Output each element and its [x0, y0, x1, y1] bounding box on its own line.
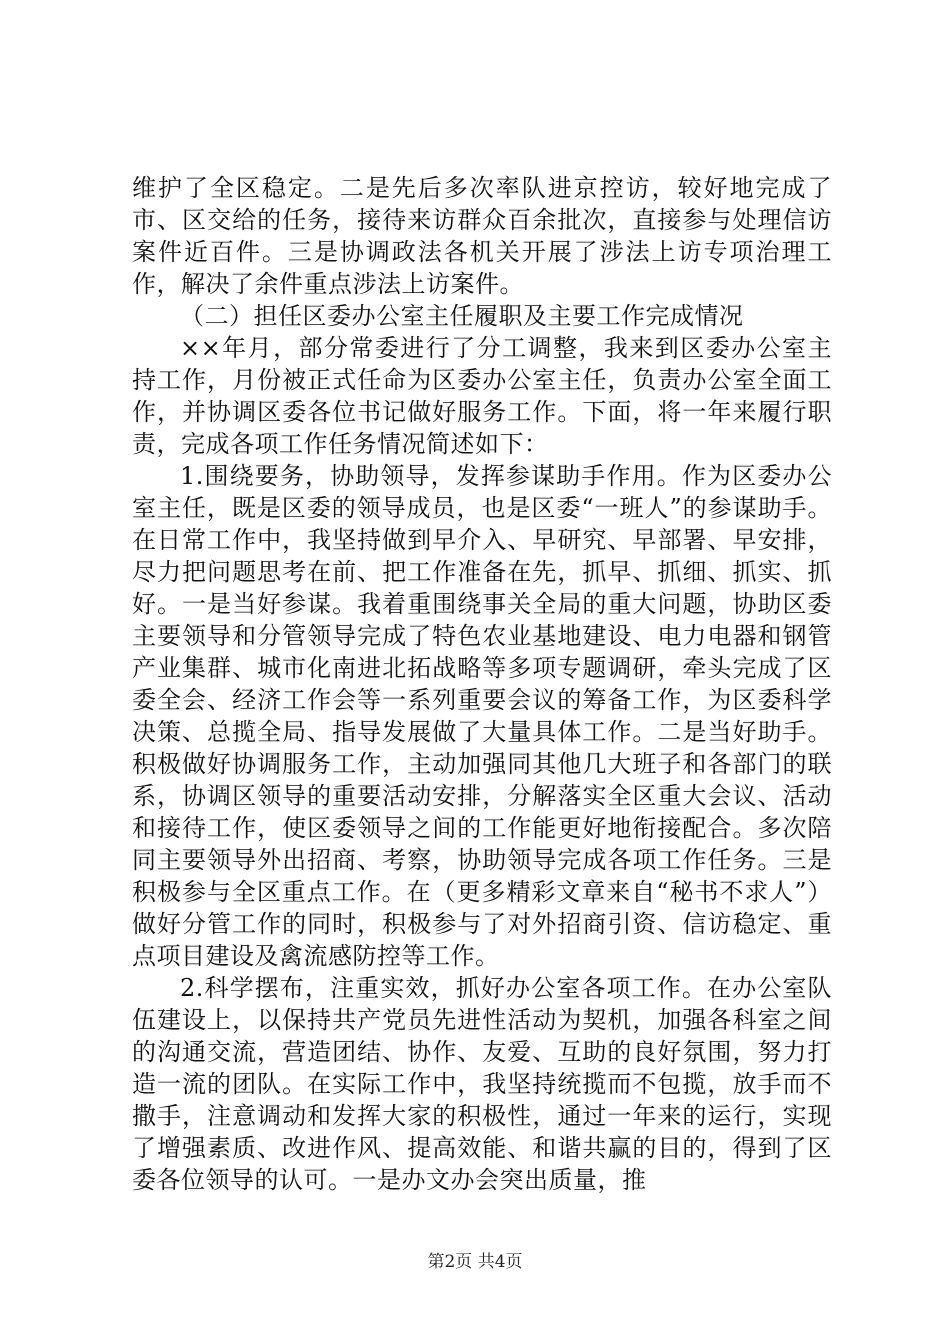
paragraph-continued: 维护了全区稳定。二是先后多次率队进京控访，较好地完成了市、区交给的任务，接待来访群众百余批次，直接参与处理信访案件近百件。三是协调政法各机关开展了涉法上访专项治理工作，解决了余件重点涉法上访案件。 [132, 174, 832, 298]
paragraph: ××年月，部分常委进行了分工调整，我来到区委办公室主持工作，月份被正式任命为区委办公室主任，负责办公室全面工作，并协调区委各位书记做好服务工作。下面，将一年来履行职责，完成各项工作任务情况简述如下： [132, 334, 832, 458]
document-body [132, 172, 832, 1196]
paragraph: 2.科学摆布，注重实效，抓好办公室各项工作。在办公室队伍建设上，以保持共产党员先进性活动为契机，加强各科室之间的沟通交流，营造团结、协作、友爱、互助的良好氛围，努力打造一流的团队。在实际工作中，我坚持统揽而不包揽，放手而不撒手，注意调动和发挥大家的积极性，通过一年来的运行，实现了增强素质、改进作风、提高效能、和谐共赢的目的，得到了区委各位领导的认可。一是办文办会突出质量，推 [132, 974, 832, 1194]
section-heading: （二）担任区委办公室主任履职及主要工作完成情况 [180, 302, 744, 330]
paragraph: 1.围绕要务，协助领导，发挥参谋助手作用。作为区委办公室主任，既是区委的领导成员，也是区委“一班人”的参谋助手。在日常工作中，我坚持做到早介入、早研究、早部署、早安排，尽力把问题思考在前、把工作准备在先，抓早、抓细、抓实、抓好。一是当好参谋。我着重围绕事关全局的重大问题，协助区委主要领导和分管领导完成了特色农业基地建设、电力电器和钢管产业集群、城市化南进北拓战略等多项专题调研，牵头完成了区委全会、经济工作会等一系列重要会议的筹备工作，为区委科学决策、总揽全局、指导发展做了大量具体工作。二是当好助手。积极做好协调服务工作，主动加强同其他几大班子和各部门的联系，协调区领导的重要活动安排，分解落实全区重大会议、活动和接待工作，使区委领导之间的工作能更好地衔接配合。多次陪同主要领导外出招商、考察，协助领导完成各项工作任务。三是积极参与全区重点工作。在（更多精彩文章来自“秘书不求人”）做好分管工作的同时，积极参与了对外招商引资、信访稳定、重点项目建设及禽流感防控等工作。 [132, 462, 832, 970]
page-footer: 第2页 共4页 [427, 1252, 523, 1272]
